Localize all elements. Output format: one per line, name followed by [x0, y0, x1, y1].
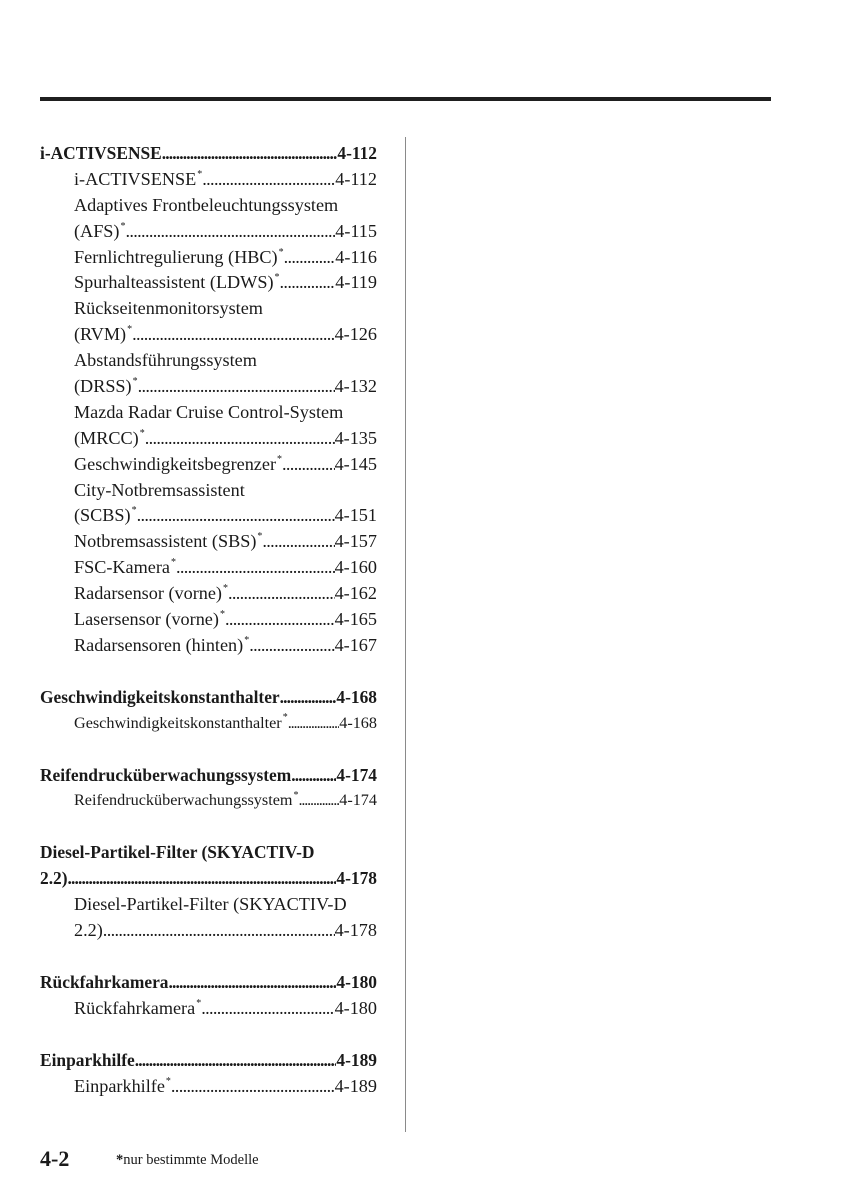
section-heading-text: 2.2) — [40, 868, 68, 889]
toc-entry-text: (DRSS)* — [74, 375, 138, 397]
asterisk-marker: * — [170, 557, 176, 569]
page-ref: 4-165 — [334, 609, 377, 630]
dot-leader — [171, 1074, 335, 1100]
section-heading[interactable] — [40, 1048, 377, 1074]
asterisk-marker: * — [131, 505, 137, 517]
asterisk-marker: * — [257, 531, 263, 543]
toc-entry[interactable] — [40, 245, 377, 271]
asterisk-marker: * — [120, 220, 126, 232]
toc-section — [40, 763, 377, 815]
toc-section — [40, 970, 377, 1022]
toc-entry-line-text: Rückseitenmonitorsystem — [74, 298, 263, 319]
section-heading-line — [40, 840, 377, 866]
section-heading-line-text: Diesel-Partikel-Filter (SKYACTIV-D — [40, 842, 315, 863]
footnote — [116, 1152, 259, 1169]
page-ref: 4-178 — [334, 920, 377, 941]
toc-entry-text: Rückfahrkamera* — [74, 997, 202, 1018]
section-heading[interactable] — [40, 970, 377, 996]
asterisk-marker: * — [244, 634, 250, 646]
toc-entry-text: Geschwindigkeitsbegrenzer* — [74, 453, 283, 474]
toc-entry-line — [40, 892, 377, 918]
dot-leader — [132, 322, 334, 348]
toc-entry[interactable] — [40, 452, 377, 478]
toc-entry-text: i-ACTIVSENSE* — [74, 168, 203, 189]
toc-entry-text: Radarsensor (vorne)* — [74, 583, 228, 604]
toc-entry[interactable] — [40, 581, 377, 607]
toc-entry[interactable] — [40, 788, 377, 814]
dot-leader — [137, 503, 335, 529]
page-ref: 4-180 — [334, 997, 377, 1018]
footnote-marker: * — [116, 1152, 124, 1168]
toc-section — [40, 1048, 377, 1100]
toc-entry-text: Lasersensor (vorne)* — [74, 608, 225, 630]
footnote-text: nur bestimmte Modelle — [123, 1152, 259, 1168]
toc-entry-text: (MRCC)* — [74, 427, 145, 448]
toc-entry-line — [40, 348, 377, 374]
toc-entry[interactable] — [40, 322, 377, 348]
toc-entry-text: (SCBS)* — [74, 505, 137, 526]
dot-leader — [138, 374, 335, 400]
dot-leader — [291, 763, 336, 789]
page-ref: 4-119 — [335, 272, 377, 293]
toc-entry[interactable] — [40, 503, 377, 529]
page-ref: 4-115 — [335, 220, 377, 241]
toc-entry-line-text: Mazda Radar Cruise Control-System — [74, 401, 344, 422]
toc-entry[interactable] — [40, 555, 377, 581]
toc-entry-line-text: Abstandsführungssystem — [74, 350, 257, 371]
toc-entry-text: Spurhalteassistent (LDWS)* — [74, 272, 280, 293]
toc-entry-text: Reifendrucküberwachungssystem* — [74, 790, 299, 810]
toc-entry[interactable] — [40, 529, 377, 555]
page-ref: 4-162 — [334, 583, 377, 604]
toc-entry-text: FSC-Kamera* — [74, 557, 176, 578]
dot-leader — [125, 219, 335, 245]
toc-entry-text: Geschwindigkeitskonstanthalter* — [74, 712, 288, 732]
table-of-contents — [40, 141, 377, 1126]
toc-entry[interactable] — [40, 219, 377, 245]
toc-entry-line-text: Adaptives Frontbeleuchtungssystem — [74, 194, 339, 215]
toc-entry[interactable] — [40, 374, 377, 400]
asterisk-marker: * — [222, 583, 228, 595]
section-heading[interactable] — [40, 141, 377, 167]
asterisk-marker: * — [293, 790, 299, 802]
page-ref: 4-112 — [335, 168, 377, 189]
toc-entry-line — [40, 478, 377, 504]
page-ref: 4-145 — [334, 453, 377, 474]
asterisk-marker: * — [139, 427, 145, 439]
section-heading-text: Geschwindigkeitskonstanthalter — [40, 686, 280, 707]
section-heading-text: i-ACTIVSENSE — [40, 143, 162, 163]
dot-leader — [298, 788, 339, 814]
toc-entry-text: (RVM)* — [74, 324, 133, 345]
page-ref: 4-180 — [336, 971, 377, 992]
dot-leader — [288, 711, 340, 737]
toc-entry[interactable] — [40, 607, 377, 633]
page-ref: 4-151 — [334, 505, 377, 526]
toc-entry-text: (AFS)* — [74, 220, 126, 241]
asterisk-marker: * — [196, 997, 202, 1009]
section-heading-text: Einparkhilfe — [40, 1049, 135, 1070]
dot-leader — [262, 529, 334, 555]
toc-section — [40, 840, 377, 944]
section-heading-text: Reifendrucküberwachungssystem — [40, 764, 292, 785]
dot-leader — [103, 918, 335, 944]
toc-entry[interactable] — [40, 426, 377, 452]
asterisk-marker: * — [197, 168, 203, 180]
toc-entry[interactable] — [40, 167, 377, 193]
toc-entry[interactable] — [40, 633, 377, 659]
dot-leader — [169, 970, 337, 996]
toc-entry-line — [40, 400, 377, 426]
asterisk-marker: * — [282, 712, 288, 724]
page-ref: 4-112 — [337, 143, 377, 163]
page-ref: 4-157 — [334, 531, 377, 552]
page-number: 4-2 — [40, 1146, 70, 1171]
dot-leader — [249, 633, 334, 659]
page-ref: 4-168 — [339, 713, 377, 732]
page-ref: 4-167 — [334, 634, 377, 655]
dot-leader — [135, 1048, 337, 1074]
toc-section — [40, 685, 377, 737]
dot-leader — [145, 426, 335, 452]
section-heading[interactable] — [40, 763, 377, 789]
toc-entry-line — [40, 296, 377, 322]
asterisk-marker: * — [165, 1075, 171, 1087]
page-ref: 4-174 — [339, 791, 377, 810]
dot-leader — [282, 452, 335, 478]
toc-entry-text: Radarsensoren (hinten)* — [74, 634, 250, 655]
toc-entry-text: Einparkhilfe* — [74, 1075, 171, 1096]
dot-leader — [280, 685, 337, 711]
page-ref: 4-160 — [334, 557, 377, 578]
asterisk-marker: * — [274, 272, 280, 284]
page-ref: 4-174 — [336, 764, 377, 785]
toc-entry[interactable] — [40, 996, 377, 1022]
asterisk-marker: * — [219, 608, 225, 620]
asterisk-marker: * — [277, 453, 283, 465]
toc-entry-line — [40, 193, 377, 219]
section-heading[interactable] — [40, 866, 377, 892]
asterisk-marker: * — [132, 375, 138, 387]
page-ref: 4-135 — [334, 427, 377, 448]
toc-entry-line-text: City-Notbremsassistent — [74, 479, 245, 500]
section-heading[interactable] — [40, 685, 377, 711]
toc-entry[interactable] — [40, 918, 377, 944]
section-heading-text: Rückfahrkamera — [40, 971, 169, 992]
dot-leader — [176, 555, 335, 581]
page-ref: 4-126 — [334, 324, 377, 345]
toc-entry-text: Fernlichtregulierung (HBC)* — [74, 246, 284, 267]
dot-leader — [202, 167, 335, 193]
asterisk-marker: * — [127, 324, 133, 336]
dot-leader — [162, 141, 338, 167]
page-ref: 4-132 — [334, 376, 377, 397]
header-rule — [40, 97, 771, 101]
toc-entry-text: 2.2) — [74, 920, 103, 941]
page-ref: 4-168 — [336, 686, 377, 707]
page-ref: 4-178 — [336, 868, 377, 889]
dot-leader — [201, 996, 334, 1022]
dot-leader — [284, 245, 336, 271]
toc-entry[interactable] — [40, 270, 377, 296]
toc-entry[interactable] — [40, 1074, 377, 1100]
column-divider — [405, 137, 406, 1132]
dot-leader — [280, 270, 336, 296]
toc-entry-line-text: Diesel-Partikel-Filter (SKYACTIV-D — [74, 894, 347, 915]
toc-entry[interactable] — [40, 711, 377, 737]
dot-leader — [228, 581, 335, 607]
dot-leader — [225, 607, 335, 633]
page-ref: 4-116 — [335, 246, 377, 267]
toc-section — [40, 141, 377, 659]
dot-leader — [68, 866, 337, 892]
asterisk-marker: * — [278, 246, 284, 258]
toc-entry-text: Notbremsassistent (SBS)* — [74, 531, 263, 552]
page-ref: 4-189 — [334, 1075, 377, 1096]
page-ref: 4-189 — [336, 1049, 377, 1070]
